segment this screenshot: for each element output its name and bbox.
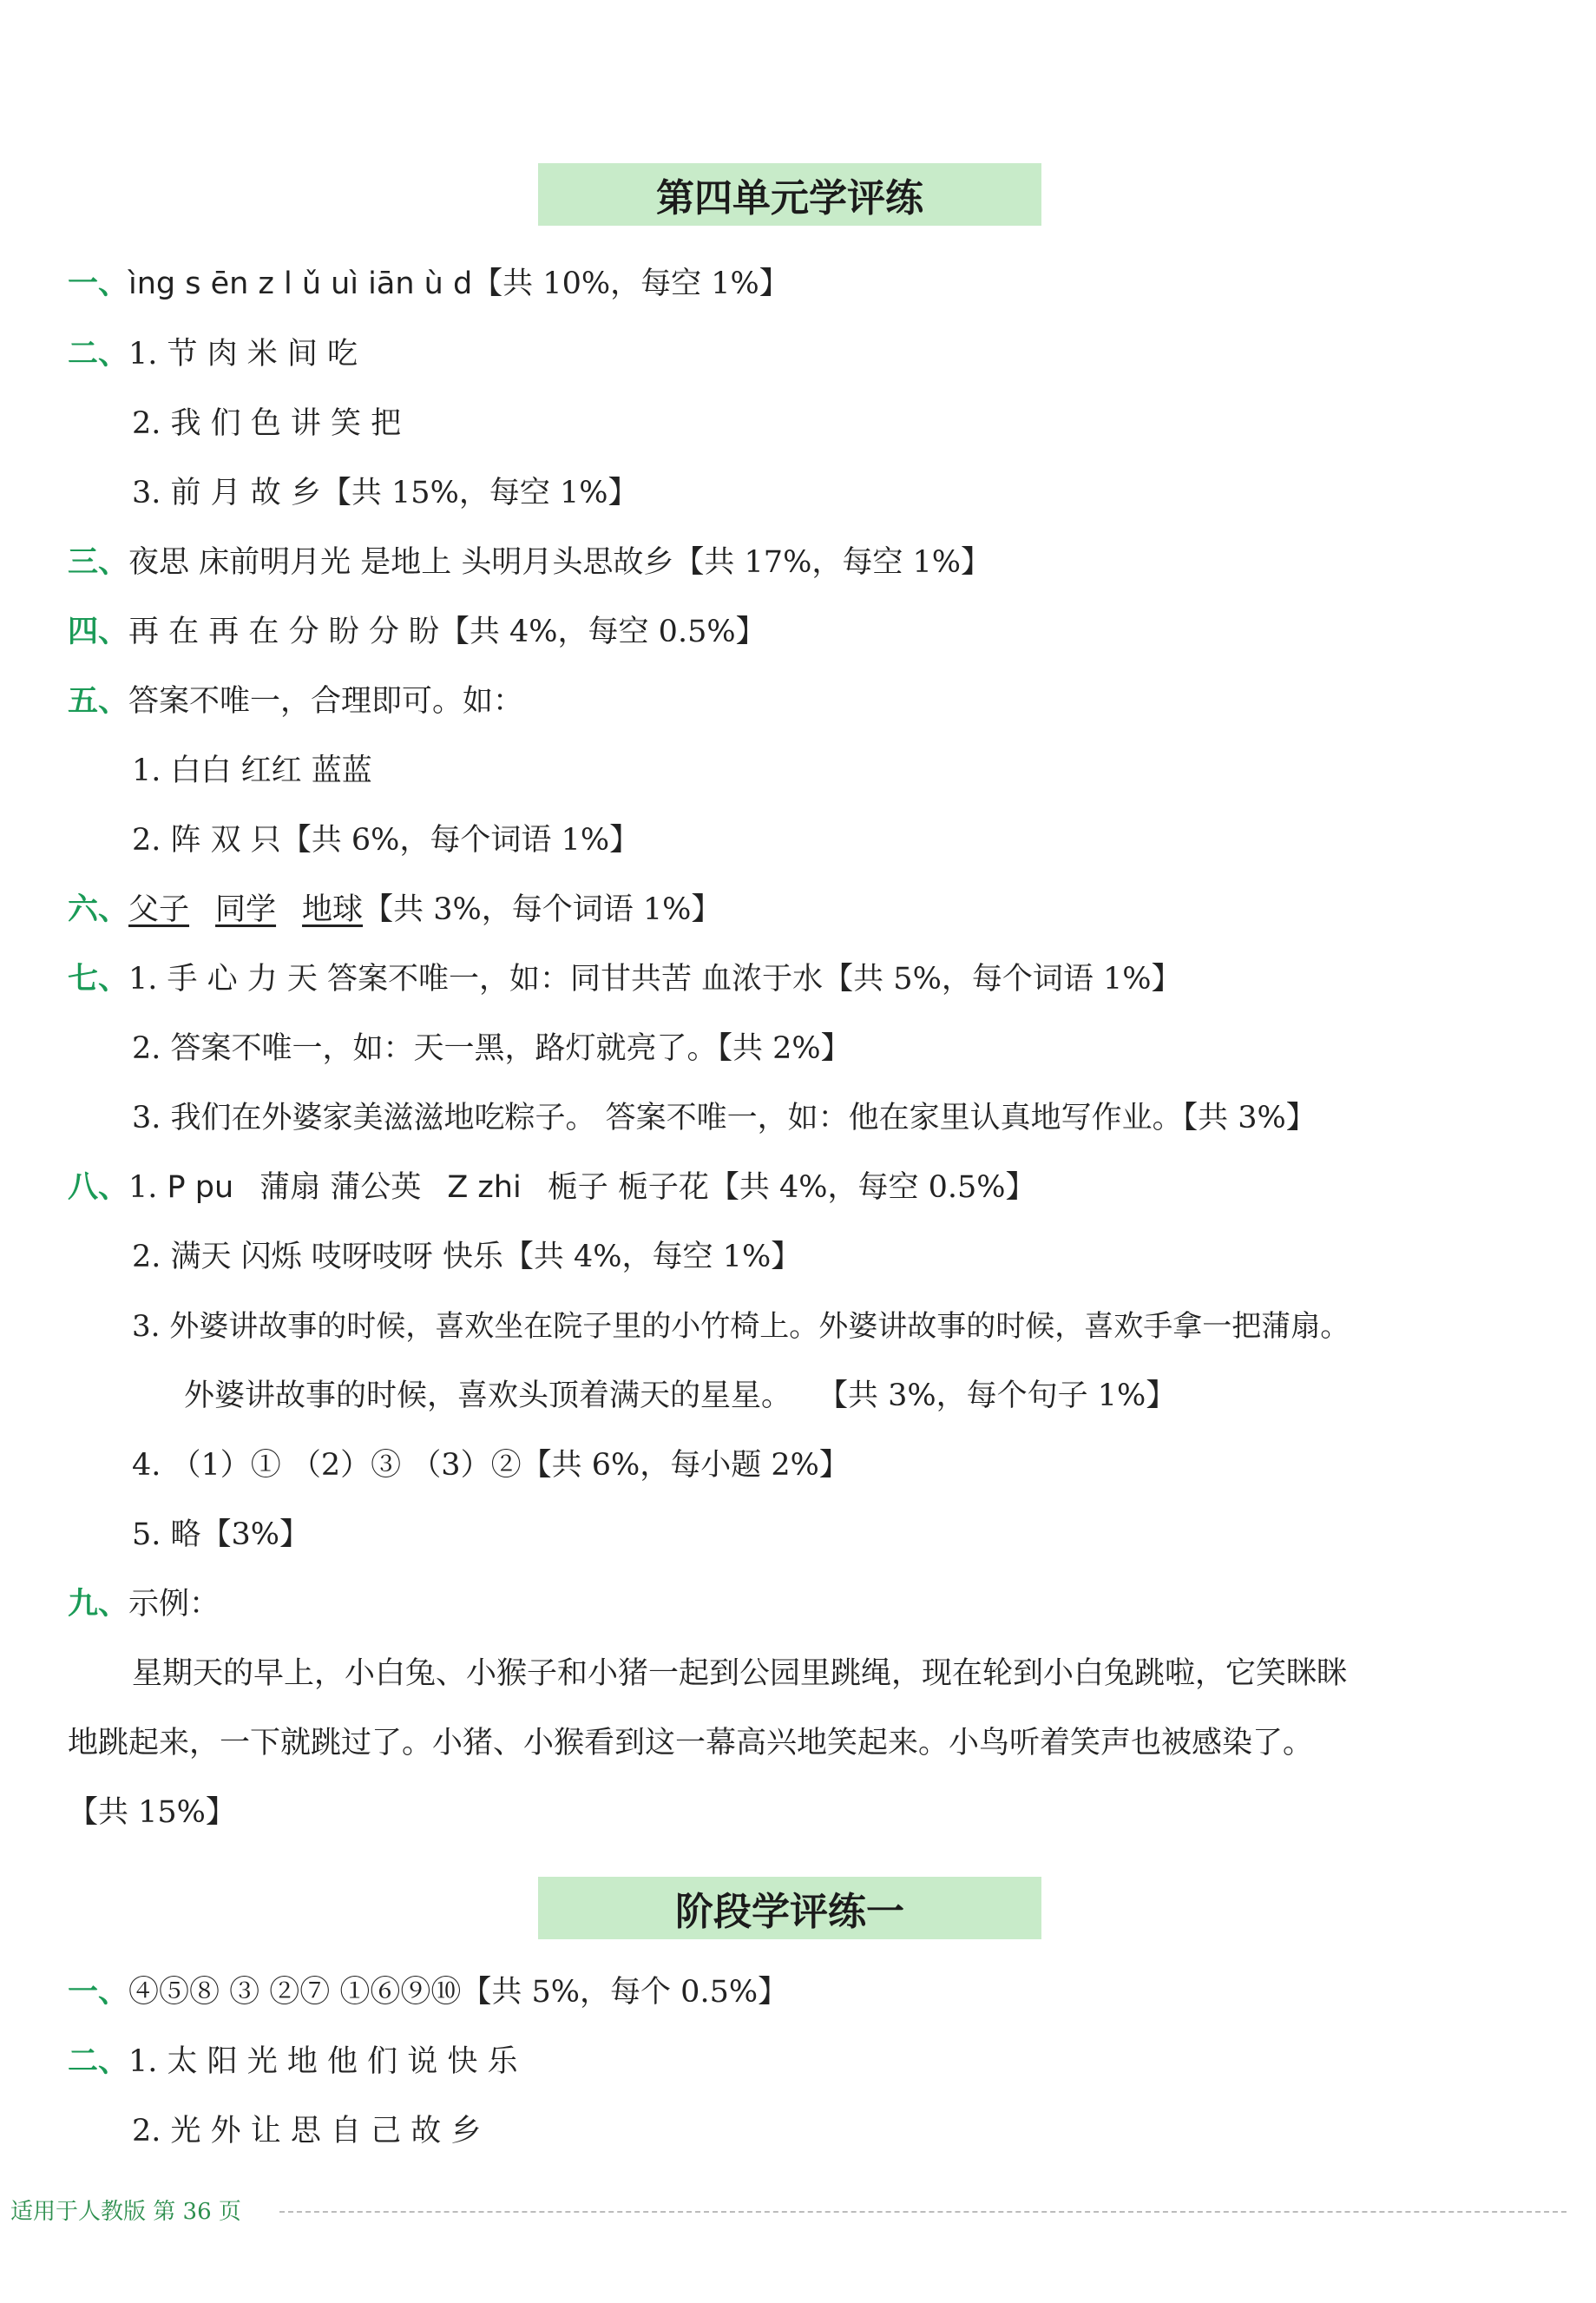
unit4-q3: 三、夜思 床前明月光 是地上 头明月头思故乡【共 17%，每空 1%】 bbox=[68, 545, 991, 580]
unit4-q4: 四、再 在 再 在 分 盼 分 盼【共 4%，每空 0.5%】 bbox=[68, 615, 766, 649]
unit4-q5-intro: 五、答案不唯一，合理即可。如： bbox=[68, 684, 524, 719]
stage1-title: 阶段学评练一 bbox=[538, 1877, 1041, 1939]
unit4-q7-l1: 七、1. 手 心 力 天 答案不唯一，如：同甘共苦 血浓于水【共 5%，每个词语 1%】 bbox=[68, 962, 1182, 997]
unit4-q8-l3: 3. 外婆讲故事的时候，喜欢坐在院子里的小竹椅上。外婆讲故事的时候，喜欢手拿一把蒲扇。 bbox=[132, 1309, 1350, 1344]
stage1-q1: 一、④⑤⑧ ③ ②⑦ ①⑥⑨⑩【共 5%，每个 0.5%】 bbox=[68, 1975, 789, 2010]
unit4-q8-l2: 2. 满天 闪烁 吱呀吱呀 快乐【共 4%，每空 1%】 bbox=[132, 1240, 802, 1274]
unit4-q2-l3: 3. 前 月 故 乡【共 15%，每空 1%】 bbox=[132, 476, 639, 510]
unit4-q5-l1: 1. 白白 红红 蓝蓝 bbox=[132, 753, 372, 788]
unit4-q8-l4: 4. （1）① （2）③ （3）②【共 6%，每小题 2%】 bbox=[132, 1448, 850, 1483]
unit4-q8-l5: 5. 略【3%】 bbox=[132, 1517, 311, 1552]
footer-divider bbox=[279, 2211, 1566, 2213]
stage1-q2-l1: 二、1. 太 阳 光 地 他 们 说 快 乐 bbox=[68, 2044, 518, 2079]
unit4-q6: 六、父子 同学 地球【共 3%，每个词语 1%】 bbox=[68, 892, 722, 927]
unit4-q8-l3b: 外婆讲故事的时候，喜欢头顶着满天的星星。 【共 3%，每个句子 1%】 bbox=[184, 1379, 1177, 1413]
unit4-q2-l1: 二、1. 节 肉 米 间 吃 bbox=[68, 337, 358, 372]
unit4-q9-p1: 星期天的早上，小白兔、小猴子和小猪一起到公园里跳绳，现在轮到小白兔跳啦，它笑眯眯 bbox=[132, 1656, 1348, 1691]
unit4-q9-score: 【共 15%】 bbox=[68, 1795, 236, 1830]
unit4-q2-l2: 2. 我 们 色 讲 笑 把 bbox=[132, 406, 402, 441]
unit4-q9-intro: 九、示例： bbox=[68, 1587, 220, 1622]
unit4-q1: 一、ìng s ēn z l ǔ uì iān ù d【共 10%，每空 1%】 bbox=[68, 266, 790, 301]
unit4-title: 第四单元学评练 bbox=[538, 163, 1041, 226]
unit4-q5-l2: 2. 阵 双 只【共 6%，每个词语 1%】 bbox=[132, 823, 640, 858]
unit4-q8-l1: 八、1. P pu 蒲扇 蒲公英 Z zhi 栀子 栀子花【共 4%，每空 0.5%】 bbox=[68, 1170, 1036, 1205]
unit4-q7-l3: 3. 我们在外婆家美滋滋地吃粽子。 答案不唯一，如：他在家里认真地写作业。【共 3%】 bbox=[132, 1101, 1317, 1135]
page-footer: 适用于人教版 第 36 页 bbox=[10, 2199, 241, 2225]
unit4-q9-p2: 地跳起来，一下就跳过了。小猪、小猴看到这一幕高兴地笑起来。小鸟听着笑声也被感染了。 bbox=[68, 1726, 1314, 1760]
stage1-q2-l2: 2. 光 外 让 思 自 己 故 乡 bbox=[132, 2114, 482, 2148]
unit4-q7-l2: 2. 答案不唯一，如：天一黑，路灯就亮了。【共 2%】 bbox=[132, 1031, 851, 1066]
